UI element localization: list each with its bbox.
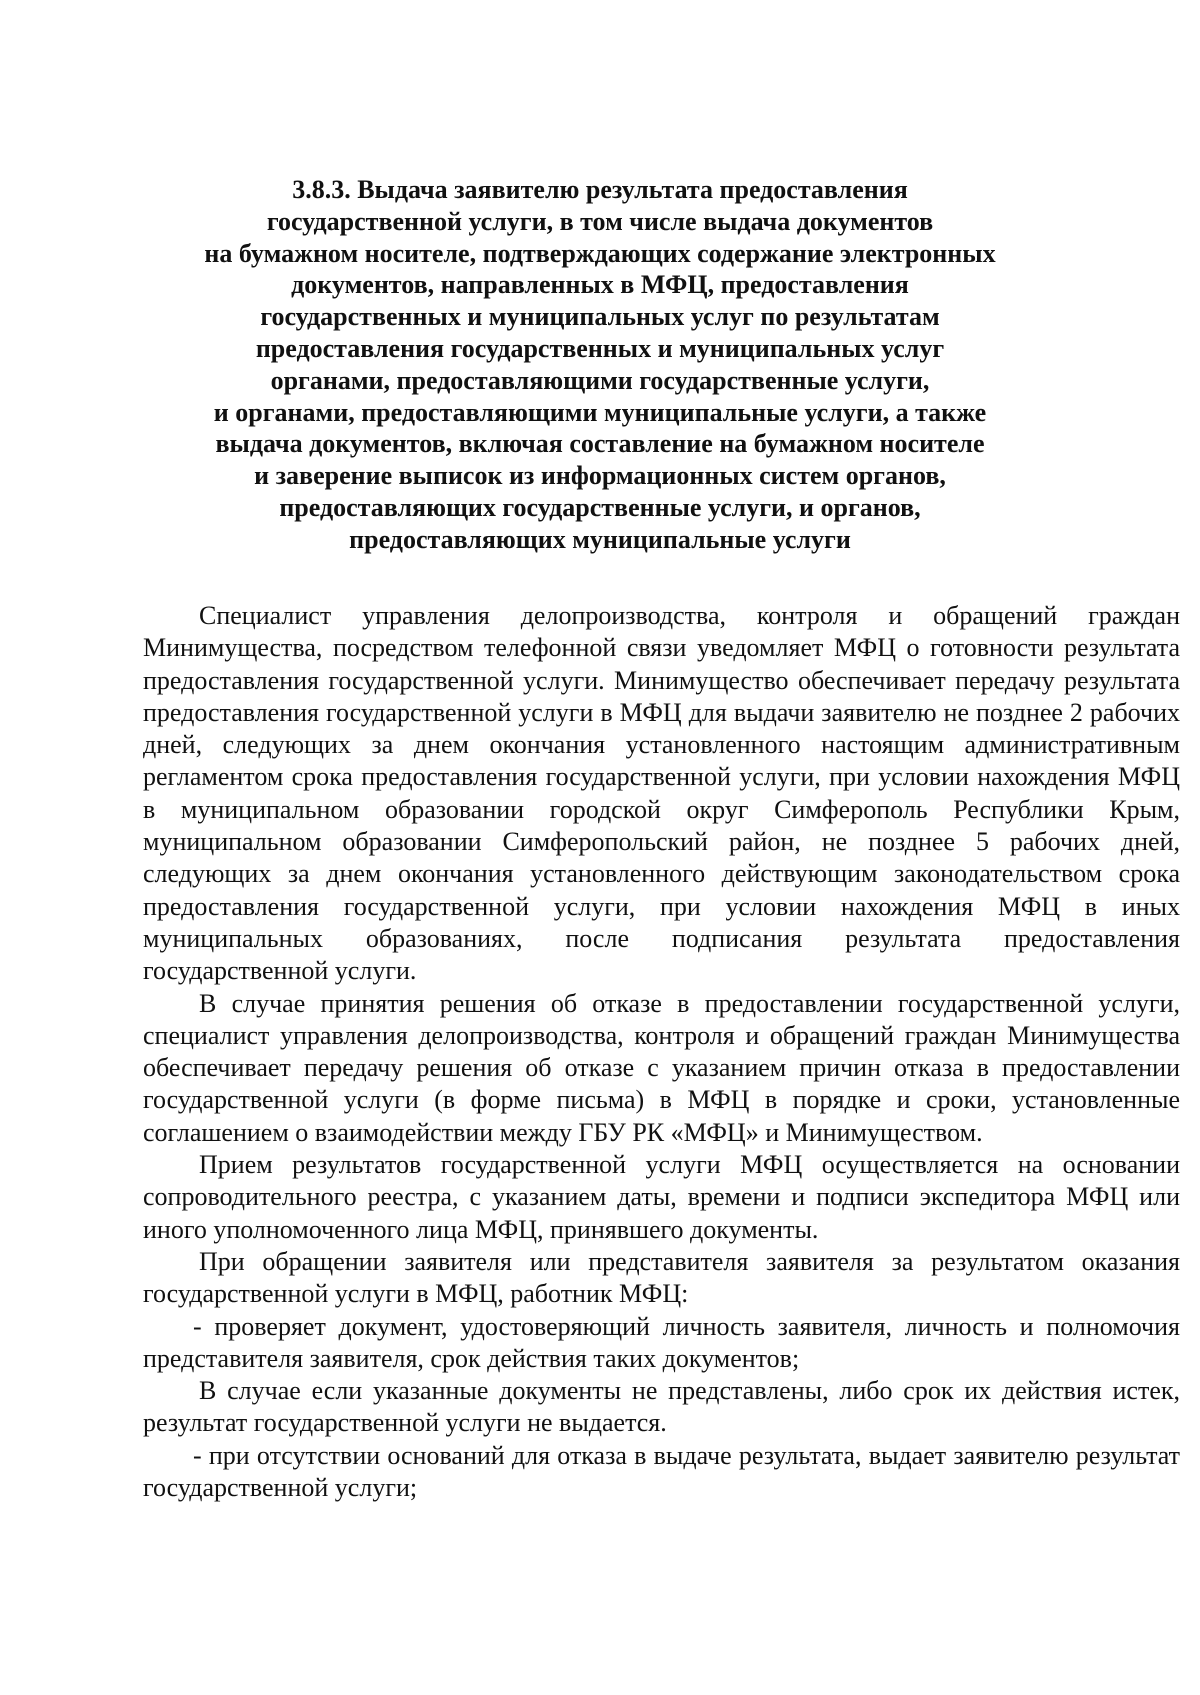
- paragraph-refusal: В случае принятия решения об отказе в предоставлении государственной услуги, специалист управления делопроизводства, контроля и обращений граждан Минимущества обеспечивает передачу решения об отказе с указанием причин отказа в предоставлении государственной услуги (в форме письма) в МФЦ в порядке и сроки, установленные соглашением о взаимодействии между ГБУ РК «МФЦ» и Минимуществом.: [143, 988, 1180, 1147]
- list-item-check-documents: - проверяет документ, удостоверяющий личность заявителя, личность и полномочия представителя заявителя, срок действия таких документов;: [143, 1311, 1180, 1373]
- heading-line: государственной услуги, в том числе выдача документов: [266, 206, 934, 236]
- body-text: [143, 600, 1180, 1504]
- paragraph-documents-missing: В случае если указанные документы не представлены, либо срок их действия истек, результат государственной услуги не выдается.: [143, 1376, 1180, 1438]
- paragraph-registry: Прием результатов государственной услуги МФЦ осуществляется на основании сопроводительного реестра, с указанием даты, времени и подписи экспедитора МФЦ или иного уполномоченного лица МФЦ, принявшего документы.: [143, 1150, 1180, 1244]
- paragraph-applicant-request: При обращении заявителя или представителя заявителя за результатом оказания государственной услуги в МФЦ, работник МФЦ:: [143, 1246, 1180, 1309]
- heading-line: на бумажном носителе, подтверждающих содержание электронных: [204, 238, 996, 268]
- heading-line: и органами, предоставляющими муниципальные услуги, а также: [213, 397, 987, 427]
- heading-line: 3.8.3. Выдача заявителю результата предоставления: [292, 175, 908, 204]
- heading-line: предоставления государственных и муниципальных услуг: [255, 333, 945, 363]
- paragraph-notification: Специалист управления делопроизводства, контроля и обращений граждан Минимущества, посредством телефонной связи уведомляет МФЦ о готовности результата предоставления государственной услуги. Минимущество обеспечивает передачу результата предоставления государственной услуги в МФЦ для выдачи заявителю не позднее 2 рабочих дней, следующих за днем окончания установленного настоящим административным регламентом срока предоставления государственной услуги, при условии нахождения МФЦ в муниципальном образовании городской округ Симферополь Республики Крым, муниципальном образовании Симферопольский район, не позднее 5 рабочих дней, следующих за днем окончания установленного действующим законодательством срока предоставления государственной услуги, при условии нахождения МФЦ в иных муниципальных образованиях, после подписания результата предоставления государственной услуги.: [143, 601, 1180, 986]
- heading-line: предоставляющих государственные услуги, и органов,: [279, 492, 921, 522]
- heading-line: государственных и муниципальных услуг по результатам: [260, 302, 940, 332]
- heading-line: предоставляющих муниципальные услуги: [349, 524, 851, 554]
- section-heading: [180, 174, 1020, 556]
- heading-line: и заверение выписок из информационных систем органов,: [254, 461, 946, 491]
- heading-line: органами, предоставляющими государственные услуги,: [270, 365, 930, 395]
- heading-line: выдача документов, включая составление на бумажном носителе: [215, 429, 985, 459]
- heading-line: документов, направленных в МФЦ, предоставления: [291, 270, 909, 300]
- list-item-issue-result: - при отсутствии оснований для отказа в выдаче результата, выдает заявителю результат государственной услуги;: [143, 1440, 1180, 1503]
